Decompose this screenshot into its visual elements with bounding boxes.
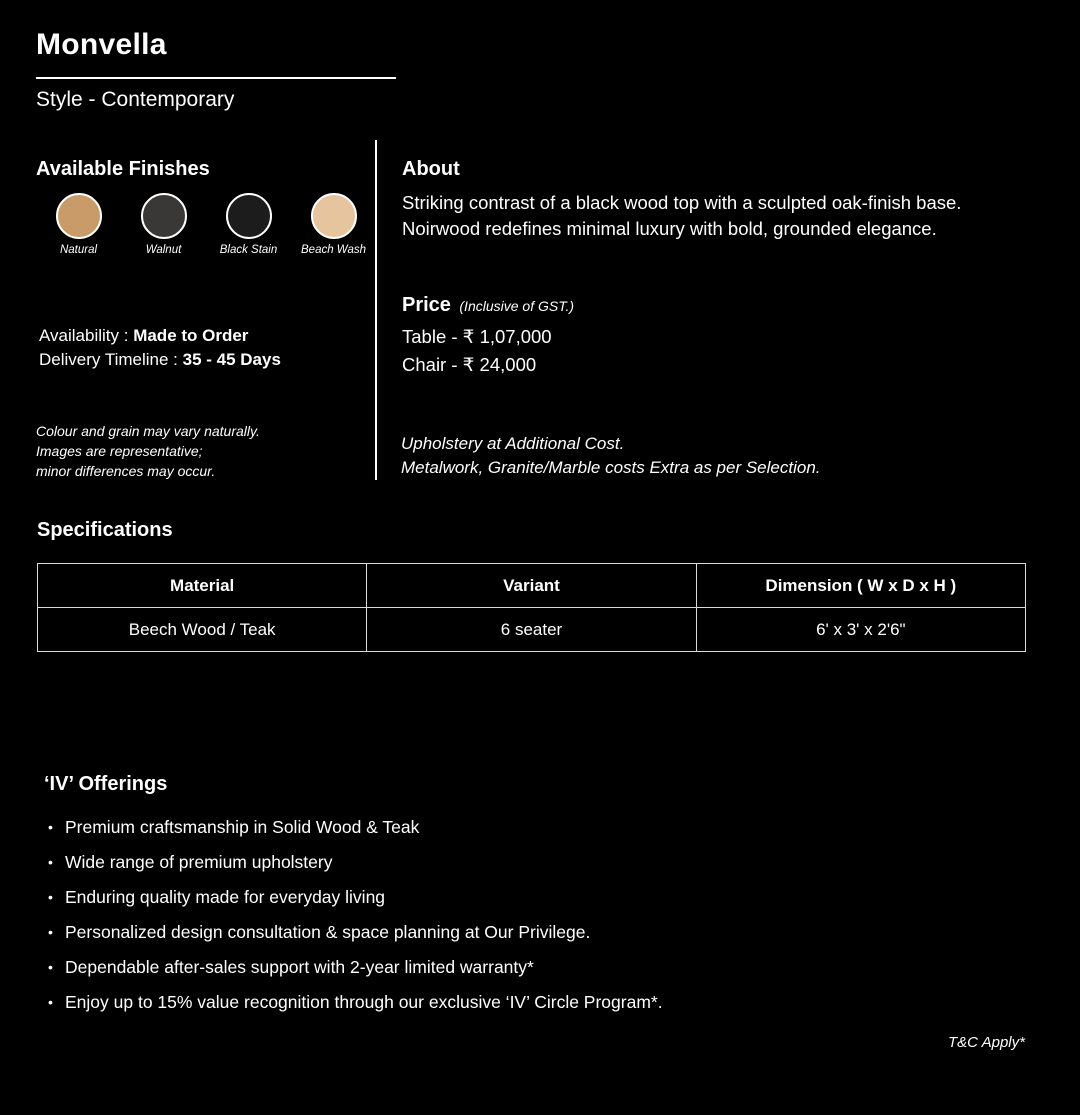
terms-note: T&C Apply* bbox=[948, 1034, 1025, 1051]
column-divider bbox=[375, 140, 377, 480]
bullet-icon: • bbox=[48, 994, 53, 1010]
delivery-value: 35 - 45 Days bbox=[182, 350, 281, 369]
availability-block bbox=[39, 324, 281, 372]
offerings-list bbox=[48, 814, 663, 1024]
offering-text: Enduring quality made for everyday living bbox=[65, 887, 386, 907]
style-label: Style - Contemporary bbox=[36, 88, 235, 111]
price-list bbox=[402, 323, 552, 379]
offering-text: Personalized design consultation & space planning at Our Privilege. bbox=[65, 922, 591, 942]
bullet-icon: • bbox=[48, 854, 53, 870]
chair-price: Chair - ₹ 24,000 bbox=[402, 354, 537, 375]
delivery-label: Delivery Timeline : bbox=[39, 350, 178, 369]
availability-line bbox=[39, 324, 281, 348]
list-item bbox=[48, 989, 663, 1024]
title-underline bbox=[36, 77, 396, 79]
material-cell: Beech Wood / Teak bbox=[38, 608, 367, 652]
list-item bbox=[48, 849, 663, 884]
metalwork-note: Metalwork, Granite/Marble costs Extra as per Selection. bbox=[401, 458, 821, 477]
delivery-line bbox=[39, 348, 281, 372]
bullet-icon: • bbox=[48, 959, 53, 975]
cost-notes bbox=[401, 432, 821, 480]
disclaimer-line: Colour and grain may vary naturally. bbox=[36, 423, 260, 439]
swatch-label: Black Stain bbox=[219, 244, 278, 256]
bullet-icon: • bbox=[48, 889, 53, 905]
specifications-table bbox=[37, 563, 1026, 652]
dimension-cell: 6' x 3' x 2'6" bbox=[696, 608, 1025, 652]
disclaimer-line: minor differences may occur. bbox=[36, 463, 216, 479]
offering-text: Wide range of premium upholstery bbox=[65, 852, 333, 872]
finishes-heading: Available Finishes bbox=[36, 158, 210, 180]
beach-wash-swatch-circle bbox=[311, 193, 357, 239]
product-title: Monvella bbox=[36, 28, 167, 61]
about-heading: About bbox=[402, 158, 460, 180]
offering-text: Premium craftsmanship in Solid Wood & Teak bbox=[65, 817, 420, 837]
finish-swatch-walnut[interactable] bbox=[121, 193, 206, 256]
price-heading: Price bbox=[402, 294, 451, 316]
finish-swatch-beach-wash[interactable] bbox=[291, 193, 376, 256]
offering-text: Enjoy up to 15% value recognition through our exclusive ‘IV’ Circle Program*. bbox=[65, 992, 663, 1012]
list-item bbox=[48, 884, 663, 919]
offerings-heading: ‘IV’ Offerings bbox=[44, 773, 168, 795]
dimension-header: Dimension ( W x D x H ) bbox=[696, 564, 1025, 608]
swatch-label: Natural bbox=[59, 244, 98, 256]
table-header-row bbox=[38, 564, 1026, 608]
natural-swatch-circle bbox=[56, 193, 102, 239]
availability-value: Made to Order bbox=[133, 326, 249, 345]
walnut-swatch-circle bbox=[141, 193, 187, 239]
finish-swatches bbox=[36, 193, 376, 256]
table-row bbox=[38, 608, 1026, 652]
availability-label: Availability : bbox=[39, 326, 129, 345]
price-note: (Inclusive of GST.) bbox=[459, 298, 575, 314]
bullet-icon: • bbox=[48, 819, 53, 835]
about-text: Striking contrast of a black wood top with a sculpted oak-finish base. Noirwood redefines minimal luxury with bold, grounded elegance. bbox=[402, 192, 962, 239]
finish-swatch-natural[interactable] bbox=[36, 193, 121, 256]
black-stain-swatch-circle bbox=[226, 193, 272, 239]
offering-text: Dependable after-sales support with 2-year limited warranty* bbox=[65, 957, 534, 977]
list-item bbox=[48, 954, 663, 989]
swatch-label: Beach Wash bbox=[301, 244, 366, 256]
list-item bbox=[48, 814, 663, 849]
material-header: Material bbox=[38, 564, 367, 608]
disclaimer bbox=[36, 421, 260, 481]
price-heading-line bbox=[402, 294, 574, 317]
table-price: Table - ₹ 1,07,000 bbox=[402, 326, 552, 347]
variant-header: Variant bbox=[367, 564, 696, 608]
upholstery-note: Upholstery at Additional Cost. bbox=[401, 434, 625, 453]
specifications-heading: Specifications bbox=[37, 519, 173, 541]
swatch-label: Walnut bbox=[145, 244, 182, 256]
variant-cell: 6 seater bbox=[367, 608, 696, 652]
disclaimer-line: Images are representative; bbox=[36, 443, 203, 459]
finish-swatch-black-stain[interactable] bbox=[206, 193, 291, 256]
bullet-icon: • bbox=[48, 924, 53, 940]
list-item bbox=[48, 919, 663, 954]
